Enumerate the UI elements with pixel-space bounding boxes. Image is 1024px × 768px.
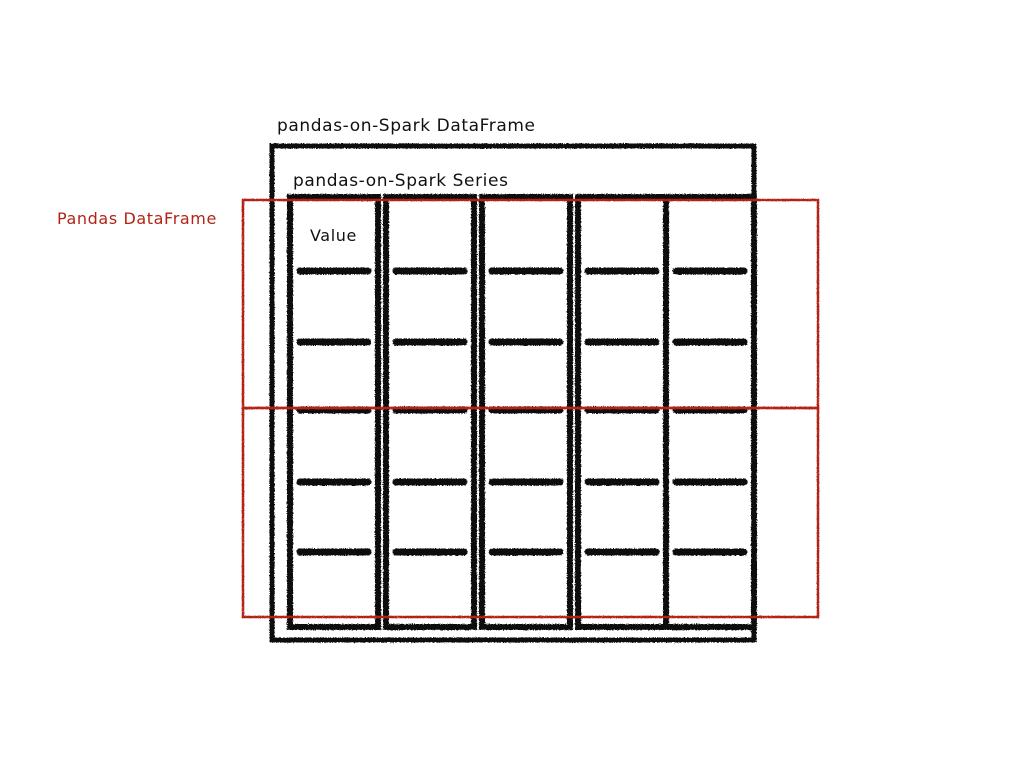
pandas-on-spark-dataframe-box (272, 146, 754, 640)
pandas-dataframe-label: Pandas DataFrame (57, 209, 217, 228)
pandas-on-spark-dataframe-title: pandas-on-Spark DataFrame (277, 116, 536, 136)
pandas-on-spark-series-title: pandas-on-Spark Series (293, 171, 509, 191)
pandas-dataframe-box-lower (243, 408, 818, 617)
row-dividers-group (300, 271, 744, 552)
column-value-label: Value (310, 226, 357, 245)
